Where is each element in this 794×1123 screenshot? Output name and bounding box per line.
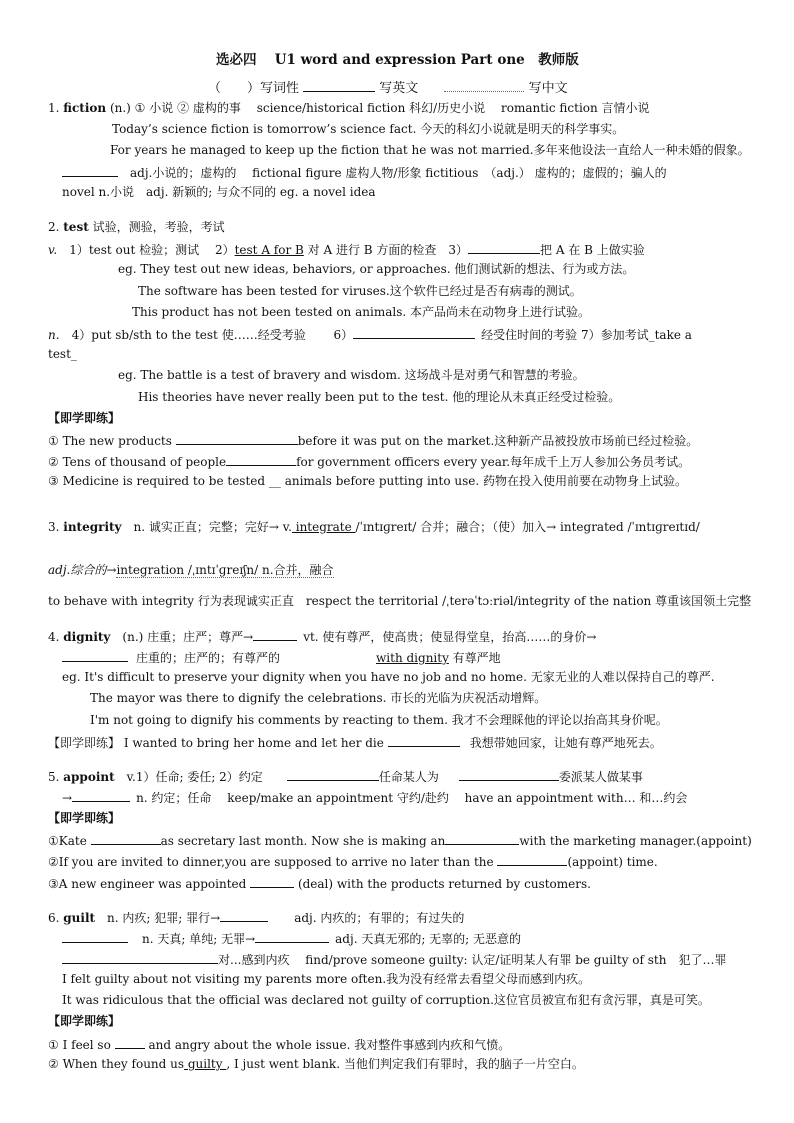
fiction-example-1: Today’s science fiction is tomorrow’s science fact. 今天的科幻小说就是明天的科学事实。: [112, 122, 625, 136]
legend-blank-1: [303, 78, 375, 92]
appoint-practice-heading: 【即学即练】: [48, 811, 121, 825]
legend-blank-2: [444, 78, 524, 92]
appoint-heading: 5. appoint v.1）任命; 委任; 2）约定 任命某人为 委派某人做某事: [48, 767, 643, 785]
appoint-exercise-2: ②If you are invited to dinner,you are supposed to arrive no later than the (appoint) time.: [48, 852, 658, 870]
answer-blank[interactable]: [115, 1035, 145, 1049]
integrity-phrases: to behave with integrity 行为表现诚实正直 respect the territorial /ˌterəˈtɔːriəl/integrity of the nation 尊重该国领土完整: [48, 594, 752, 608]
legend-english: 写英文: [379, 81, 419, 96]
dignity-heading: 4. dignity (n.) 庄重；庄严；尊严→ vt. 使有尊严，使高贵；使显得堂皇，抬高……的身价→: [48, 627, 596, 645]
answer-blank[interactable]: [176, 431, 298, 445]
dignity-example-1: eg. It's difficult to preserve your dignity when you have no job and no home. 无家无业的人难以保持自己的尊严.: [62, 670, 715, 684]
test-exercise-1: ① The new products before it was put on the market.这种新产品被投放市场前已经过检验。: [48, 431, 698, 449]
test-heading: 2. test 试验，测验，考验，考试: [48, 220, 225, 234]
dignity-example-2: The mayor was there to dignify the celebrations. 市长的光临为庆祝活动增辉。: [90, 691, 547, 705]
guilt-innocence: n. 天真; 单纯; 无罪→ adj. 天真无邪的; 无辜的; 无恶意的: [62, 929, 521, 947]
dignity-example-3: I'm not going to dignify his comments by reacting to them. 我才不会理睬他的评论以抬高其身价呢。: [90, 713, 668, 727]
integrity-integration: adj.综合的→integration /ˌɪntɪˈɡreɪʃn/ n.合并，融合: [48, 563, 334, 577]
guilt-example-1: I felt guilty about not visiting my parents more often.我为没有经常去看望父母而感到内疚。: [62, 972, 591, 986]
answer-blank[interactable]: [226, 452, 296, 466]
guilt-exercise-2: ② When they found us guilty , I just went blank. 当他们判定我们有罪时，我的脑子一片空白。: [48, 1057, 584, 1071]
test-exercise-2: ② Tens of thousand of people for government officers every year.每年成千上万人参加公务员考试。: [48, 452, 690, 470]
guilt-heading: 6. guilt n. 内疚; 犯罪; 罪行→ adj. 内疚的；有罪的；有过失的: [48, 908, 464, 926]
answer-blank[interactable]: [388, 733, 460, 747]
test-noun-phrases: n. 4）put sb/sth to the test 使……经受考验 6） 经受住时间的考验 7）参加考试_take a: [48, 325, 692, 343]
appoint-exercise-1: ①Kate as secretary last month. Now she is making an with the marketing manager.(appoint): [48, 831, 752, 849]
fiction-example-2: For years he managed to keep up the fiction that he was not married.多年来他设法一直给人一种未婚的假象。: [110, 143, 750, 157]
legend: [208, 78, 568, 97]
test-practice-heading: 【即学即练】: [48, 411, 121, 425]
test-example-1: eg. They test out new ideas, behaviors, or approaches. 他们测试新的想法、行为或方法。: [118, 262, 635, 276]
test-example-3: This product has not been tested on animals. 本产品尚未在动物身上进行试验。: [132, 305, 590, 319]
appoint-exercise-3: ③A new engineer was appointed (deal) with the products returned by customers.: [48, 874, 591, 892]
answer-blank[interactable]: [497, 852, 567, 866]
guilt-practice-heading: 【即学即练】: [48, 1014, 121, 1028]
integrity-heading: 3. integrity n. 诚实正直；完整；完好→ v. integrate /ˈɪntɪɡreɪt/ 合并；融合；（使）加入→ integrated /ˈɪntɪɡreɪtɪd/: [48, 520, 700, 534]
legend-chinese: 写中文: [528, 81, 568, 96]
page-title: 选必四 U1 word and expression Part one 教师版: [216, 52, 579, 68]
fiction-adj: adj.小说的；虚构的 fictional figure 虚构人物/形象 fictitious （adj.） 虚构的；虚假的；骗人的: [62, 163, 667, 181]
test-exercise-3: ③ Medicine is required to be tested __ animals before putting into use. 药物在投入使用前要在动物身上试验。: [48, 474, 688, 488]
answer-blank[interactable]: [91, 831, 161, 845]
guilt-phrases: 对...感到内疚 find/prove someone guilty: 认定/证明某人有罪 be guilty of sth 犯了…罪: [62, 950, 726, 968]
dignity-adj: 庄重的；庄严的；有尊严的 with dignity 有尊严地: [62, 648, 501, 666]
fiction-heading: 1. fiction (n.) ① 小说 ② 虚构的事 science/historical fiction 科幻/历史小说 romantic fiction 言情小说: [48, 101, 650, 115]
test-noun-phrases-cont: test_: [48, 347, 77, 361]
test-verb-phrases: v. 1）test out 检验；测试 2）test A for B 对 A 进行 B 方面的检查 3） 把 A 在 B 上做实验: [48, 240, 645, 258]
fiction-novel: novel n.小说 adj. 新颖的; 与众不同的 eg. a novel idea: [62, 185, 376, 199]
legend-pos: （ ）写词性: [208, 81, 300, 96]
guilt-exercise-1: ① I feel so and angry about the whole issue. 我对整件事感到内疚和气愤。: [48, 1035, 510, 1053]
answer-blank[interactable]: [445, 831, 519, 845]
answer-blank[interactable]: [250, 874, 294, 888]
test-example-5: His theories have never really been put to the test. 他的理论从未真正经受过检验。: [138, 390, 621, 404]
dignity-exercise: 【即学即练】 I wanted to bring her home and let her die 我想带她回家，让她有尊严地死去。: [48, 733, 662, 751]
guilt-example-2: It was ridiculous that the official was declared not guilty of corruption.这位官员被宣布犯有贪污罪，真是可笑。: [62, 993, 710, 1007]
test-example-4: eg. The battle is a test of bravery and wisdom. 这场战斗是对勇气和智慧的考验。: [118, 368, 585, 382]
test-example-2: The software has been tested for viruses.这个软件已经过是否有病毒的测试。: [138, 284, 582, 298]
appoint-noun: → n. 约定；任命 keep/make an appointment 守约/赴约 have an appointment with… 和…约会: [62, 788, 687, 806]
